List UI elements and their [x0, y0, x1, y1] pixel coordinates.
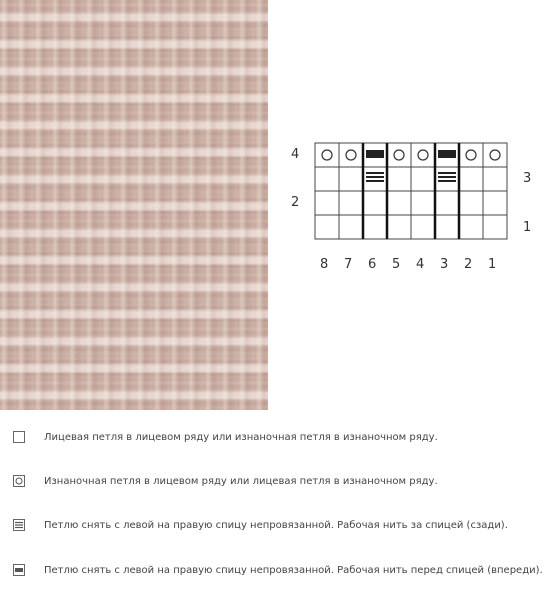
- column-number-8: 8: [320, 257, 329, 272]
- column-number-2: 2: [464, 257, 473, 272]
- chart-cell-knit: [483, 167, 507, 191]
- chart-cell-knit: [339, 167, 363, 191]
- chart-cell-slip-back: [435, 167, 459, 191]
- legend-text-slip-front: Петлю снять с левой на правую спицу непровязанной. Рабочая нить перед спицей (впереди).: [44, 564, 543, 576]
- row-number-3: 3: [523, 171, 532, 186]
- chart-cell-purl: [459, 143, 483, 167]
- column-number-6: 6: [368, 257, 377, 272]
- chart-cell-knit: [387, 191, 411, 215]
- chart-cell-knit: [483, 215, 507, 239]
- column-number-5: 5: [392, 257, 401, 272]
- purl-circle-icon: [12, 474, 26, 488]
- chart-cell-purl: [339, 143, 363, 167]
- chart-cell-knit: [411, 215, 435, 239]
- chart-cell-purl: [387, 143, 411, 167]
- chart-cell-knit: [315, 215, 339, 239]
- chart-cell-knit: [459, 191, 483, 215]
- row-number-1: 1: [523, 220, 532, 235]
- row-number-2: 2: [291, 195, 300, 210]
- chart-cell-knit: [459, 167, 483, 191]
- chart-cell-knit: [339, 215, 363, 239]
- chart-cell-slip-front: [435, 143, 459, 167]
- chart-cell-slip-front: [363, 143, 387, 167]
- knitting-chart: [283, 135, 533, 275]
- chart-cell-knit: [435, 215, 459, 239]
- legend-text-slip-back: Петлю снять с левой на правую спицу непровязанной. Рабочая нить за спицей (сзади).: [44, 519, 508, 531]
- chart-cell-knit: [387, 167, 411, 191]
- chart-grid: [315, 143, 507, 239]
- column-number-3: 3: [440, 257, 449, 272]
- chart-cell-purl: [315, 143, 339, 167]
- chart-cell-purl: [411, 143, 435, 167]
- chart-cell-knit: [387, 215, 411, 239]
- chart-cell-purl: [483, 143, 507, 167]
- column-number-4: 4: [416, 257, 425, 272]
- knitted-swatch-texture: [0, 0, 268, 410]
- chart-cell-knit: [435, 191, 459, 215]
- column-number-7: 7: [344, 257, 353, 272]
- slip-front-icon: [12, 563, 26, 577]
- legend-item-knit: [12, 429, 438, 445]
- chart-cell-knit: [315, 167, 339, 191]
- column-number-1: 1: [488, 257, 497, 272]
- chart-cell-knit: [363, 215, 387, 239]
- legend-item-purl: [12, 473, 438, 489]
- slip-back-icon: [12, 518, 26, 532]
- chart-cell-knit: [411, 167, 435, 191]
- chart-cell-knit: [363, 191, 387, 215]
- row-number-4: 4: [291, 147, 300, 162]
- legend-item-slip-back: [12, 517, 508, 533]
- chart-cell-knit: [339, 191, 363, 215]
- chart-cell-knit: [315, 191, 339, 215]
- legend-item-slip-front: [12, 562, 543, 578]
- legend-text-knit: Лицевая петля в лицевом ряду или изнаночная петля в изнаночном ряду.: [44, 431, 438, 443]
- chart-cell-knit: [411, 191, 435, 215]
- chart-cell-knit: [459, 215, 483, 239]
- chart-cell-slip-back: [363, 167, 387, 191]
- knit-square-icon: [12, 430, 26, 444]
- legend-text-purl: Изнаночная петля в лицевом ряду или лицевая петля в изнаночном ряду.: [44, 475, 438, 487]
- chart-cell-knit: [483, 191, 507, 215]
